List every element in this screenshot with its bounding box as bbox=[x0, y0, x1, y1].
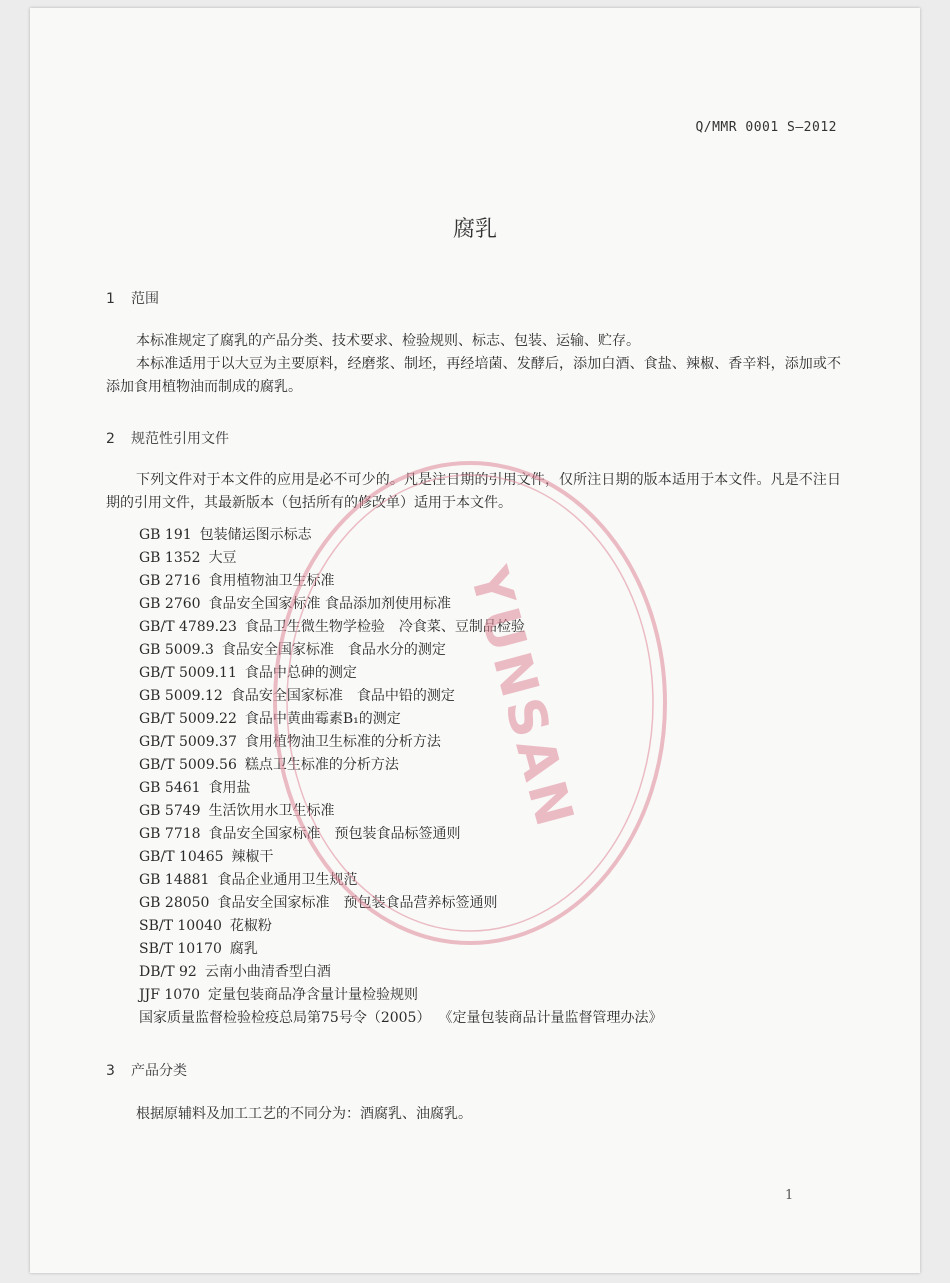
reference-name: 腐乳 bbox=[229, 941, 258, 957]
section-2-heading bbox=[106, 428, 229, 448]
reference-item bbox=[139, 800, 662, 823]
reference-item bbox=[139, 616, 662, 639]
reference-item bbox=[139, 869, 662, 892]
reference-item bbox=[139, 662, 662, 685]
reference-name: 云南小曲清香型白酒 bbox=[204, 964, 331, 980]
reference-name: 定量包装商品净含量计量检验规则 bbox=[208, 987, 419, 1003]
reference-code: GB/T 5009.56 bbox=[139, 757, 237, 773]
reference-code: GB 5461 bbox=[139, 780, 201, 796]
reference-item bbox=[139, 547, 662, 570]
reference-item bbox=[139, 961, 662, 984]
reference-item bbox=[139, 892, 662, 915]
section-1-number: 1 bbox=[106, 291, 115, 307]
reference-code: GB 5749 bbox=[139, 803, 201, 819]
reference-item bbox=[139, 846, 662, 869]
page-number: 1 bbox=[785, 1188, 794, 1203]
reference-code: SB/T 10170 bbox=[139, 941, 222, 957]
reference-code: GB 7718 bbox=[139, 826, 201, 842]
reference-item bbox=[139, 823, 662, 846]
reference-code: GB/T 5009.37 bbox=[139, 734, 237, 750]
reference-name: 食品安全国家标准 预包装食品标签通则 bbox=[208, 826, 461, 842]
reference-name: 食品中总砷的测定 bbox=[244, 665, 357, 681]
section-3-heading bbox=[106, 1060, 187, 1080]
reference-name: 食用植物油卫生标准的分析方法 bbox=[244, 734, 441, 750]
reference-name: 食用盐 bbox=[208, 780, 251, 796]
reference-name: 食品安全国家标准 食品中铅的测定 bbox=[230, 688, 455, 704]
reference-code: GB 5009.12 bbox=[139, 688, 223, 704]
reference-name: 食品安全国家标准 预包装食品营养标签通则 bbox=[217, 895, 498, 911]
document-title: 腐乳 bbox=[452, 217, 497, 242]
reference-name: 生活饮用水卫生标准 bbox=[208, 803, 335, 819]
reference-item bbox=[139, 685, 662, 708]
reference-code: GB 28050 bbox=[139, 895, 210, 911]
reference-item bbox=[139, 754, 662, 777]
reference-code: SB/T 10040 bbox=[139, 918, 222, 934]
reference-item bbox=[139, 938, 662, 961]
section-2-intro: 下列文件对于本文件的应用是必不可少的。凡是注日期的引用文件，仅所注日期的版本适用于本文件。凡是不注日期的引用文件，其最新版本（包括所有的修改单）适用于本文件。 bbox=[106, 472, 841, 511]
reference-code: GB/T 10465 bbox=[139, 849, 224, 865]
reference-code: GB/T 5009.11 bbox=[139, 665, 237, 681]
section-1-paragraph-1: 本标准规定了腐乳的产品分类、技术要求、检验规则、标志、包装、运输、贮存。 bbox=[136, 333, 640, 349]
reference-code: GB 2760 bbox=[139, 596, 201, 612]
reference-item bbox=[139, 708, 662, 731]
reference-name: 食品安全国家标准 食品添加剂使用标准 bbox=[208, 596, 452, 612]
reference-code: GB 2716 bbox=[139, 573, 201, 589]
reference-name: 食用植物油卫生标准 bbox=[208, 573, 335, 589]
reference-item bbox=[139, 984, 662, 1007]
reference-item bbox=[139, 593, 662, 616]
section-1-paragraph-2: 本标准适用于以大豆为主要原料，经磨浆、制坯，再经培菌、发酵后，添加白酒、食盐、辣椒、香辛料，添加或不添加食用植物油而制成的腐乳。 bbox=[106, 356, 841, 395]
reference-name: 《定量包装商品计量监督管理办法》 bbox=[438, 1010, 663, 1026]
reference-item bbox=[139, 570, 662, 593]
reference-item bbox=[139, 777, 662, 800]
reference-name: 花椒粉 bbox=[229, 918, 272, 934]
reference-item bbox=[139, 731, 662, 754]
document-page bbox=[30, 8, 920, 1273]
section-3-number: 3 bbox=[106, 1063, 115, 1079]
reference-name: 大豆 bbox=[208, 550, 237, 566]
reference-item bbox=[139, 1007, 662, 1030]
reference-item bbox=[139, 915, 662, 938]
reference-name: 糕点卫生标准的分析方法 bbox=[244, 757, 399, 773]
reference-list bbox=[139, 524, 662, 1030]
reference-name: 食品安全国家标准 食品水分的测定 bbox=[221, 642, 446, 658]
document-code: Q/MMR 0001 S—2012 bbox=[695, 120, 837, 135]
reference-code: GB/T 4789.23 bbox=[139, 619, 237, 635]
reference-name: 食品卫生微生物学检验 冷食菜、豆制品检验 bbox=[244, 619, 525, 635]
section-2-number: 2 bbox=[106, 431, 115, 447]
section-1-title: 范围 bbox=[131, 291, 159, 307]
reference-name: 食品企业通用卫生规范 bbox=[217, 872, 358, 888]
section-3-paragraph-1: 根据原辅料及加工工艺的不同分为：酒腐乳、油腐乳。 bbox=[136, 1106, 472, 1122]
reference-code: JJF 1070 bbox=[139, 987, 201, 1003]
seal-text: YUNSAN bbox=[457, 561, 586, 837]
reference-code: DB/T 92 bbox=[139, 964, 197, 980]
reference-code: GB 5009.3 bbox=[139, 642, 214, 658]
section-1-heading bbox=[106, 288, 159, 308]
reference-name: 食品中黄曲霉素B₁的测定 bbox=[244, 711, 401, 727]
reference-code: GB/T 5009.22 bbox=[139, 711, 237, 727]
reference-item bbox=[139, 524, 662, 547]
section-2-title: 规范性引用文件 bbox=[131, 431, 229, 447]
reference-item bbox=[139, 639, 662, 662]
reference-code: GB 1352 bbox=[139, 550, 201, 566]
reference-code: 国家质量监督检验检疫总局第75号令（2005） bbox=[139, 1010, 431, 1026]
reference-name: 包装储运图示标志 bbox=[199, 527, 312, 543]
reference-code: GB 14881 bbox=[139, 872, 210, 888]
reference-code: GB 191 bbox=[139, 527, 192, 543]
reference-name: 辣椒干 bbox=[231, 849, 274, 865]
section-3-title: 产品分类 bbox=[131, 1063, 187, 1079]
